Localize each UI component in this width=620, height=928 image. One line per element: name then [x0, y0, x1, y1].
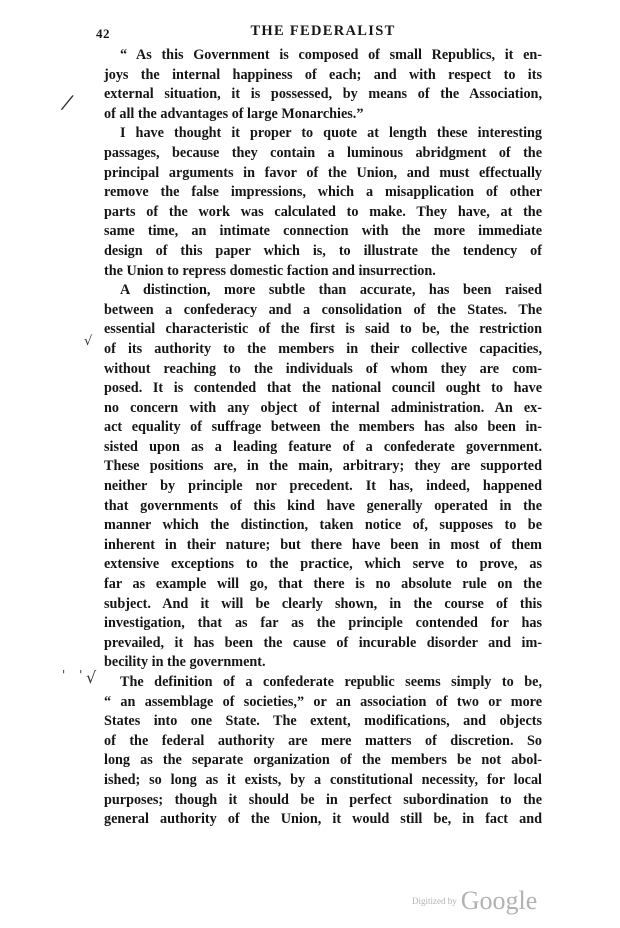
margin-mark-ticks: ' '	[62, 668, 88, 682]
text-line: “ As this Government is composed of small Republics, it en-	[120, 47, 542, 63]
text-line: sisted upon as a leading feature of a confederate government.	[104, 438, 542, 455]
text-line: remove the false impressions, which a misapplication of other	[104, 184, 542, 201]
text-line: The definition of a confederate republic seems simply to be,	[120, 674, 542, 690]
page-number: 42	[96, 26, 110, 41]
text-line: “ an assemblage of societies,” or an association of two or more	[104, 693, 542, 710]
text-line: general authority of the Union, it would still be, in fact and	[104, 811, 542, 828]
text-line: subject. And it will be clearly shown, in the course of this	[104, 595, 542, 612]
text-line: principal arguments in favor of the Union, and must effectually	[104, 164, 542, 181]
text-line: no concern with any object of internal administration. An ex-	[104, 399, 542, 416]
text-line: neither by principle nor precedent. It has, indeed, happened	[104, 478, 542, 495]
text-line: investigation, that as far as the principle contended for has	[104, 615, 542, 632]
text-line: prevailed, it has been the cause of incurable disorder and im-	[104, 634, 542, 651]
text-line: external situation, it is possessed, by means of the Association,	[104, 86, 542, 103]
running-head: THE FEDERALIST	[250, 23, 396, 39]
text-line: without reaching to the individuals of whom they are com-	[104, 360, 542, 377]
text-line: purposes; though it should be in perfect subordination to the	[104, 791, 542, 808]
text-line: I have thought it proper to quote at length these interesting	[120, 125, 542, 142]
watermark-prefix: Digitized by	[412, 896, 457, 906]
text-line: extensive exceptions to the practice, which serve to prove, as	[104, 556, 542, 573]
margin-mark-slash: /	[61, 89, 74, 115]
google-watermark	[412, 886, 537, 916]
text-line: A distinction, more subtle than accurate, has been raised	[120, 282, 542, 299]
text-line: joys the internal happiness of each; and with respect to its	[104, 66, 542, 83]
text-line: of its authority to the members in their collective capacities,	[104, 340, 542, 357]
text-line: essential characteristic of the first is said to be, the restriction	[104, 321, 542, 338]
text-line: States into one State. The extent, modifications, and objects	[104, 713, 542, 730]
text-line: of all the advantages of large Monarchies.”	[104, 105, 364, 122]
text-line: design of this paper which is, to illustrate the tendency of	[104, 242, 542, 259]
margin-mark-check: √	[86, 668, 97, 687]
text-line: ished; so long as it exists, by a constitutional necessity, for local	[104, 771, 542, 788]
text-line: inherent in their nature; but there have been in most of them	[104, 536, 542, 553]
text-line: far as example will go, that there is no absolute rule on the	[104, 576, 542, 593]
text-line: between a confederacy and a consolidation of the States. The	[104, 301, 542, 318]
text-line: of the federal authority are mere matters of discretion. So	[104, 732, 542, 749]
text-line: passages, because they contain a luminous abridgment of the	[104, 144, 542, 161]
text-line: long as the separate organization of the members be not abol-	[104, 752, 542, 769]
text-line: same time, an intimate connection with the more immediate	[104, 223, 542, 240]
text-line: posed. It is contended that the national council ought to have	[104, 380, 542, 397]
text-line: the Union to repress domestic faction and insurrection.	[104, 262, 436, 279]
body-text	[104, 46, 542, 830]
text-line: act equality of suffrage between the members has also been in-	[104, 419, 542, 436]
text-line: parts of the work was calculated to make. They have, at the	[104, 203, 542, 220]
watermark-brand: Google	[460, 886, 538, 915]
text-line: These positions are, in the main, arbitrary; they are supported	[104, 458, 542, 475]
margin-mark-check: √	[84, 334, 93, 349]
page-header	[96, 22, 542, 44]
text-line: manner which the distinction, taken notice of, supposes to be	[104, 517, 542, 534]
text-line: that governments of this kind have generally operated in the	[104, 497, 542, 514]
text-line: becility in the government.	[104, 654, 266, 671]
